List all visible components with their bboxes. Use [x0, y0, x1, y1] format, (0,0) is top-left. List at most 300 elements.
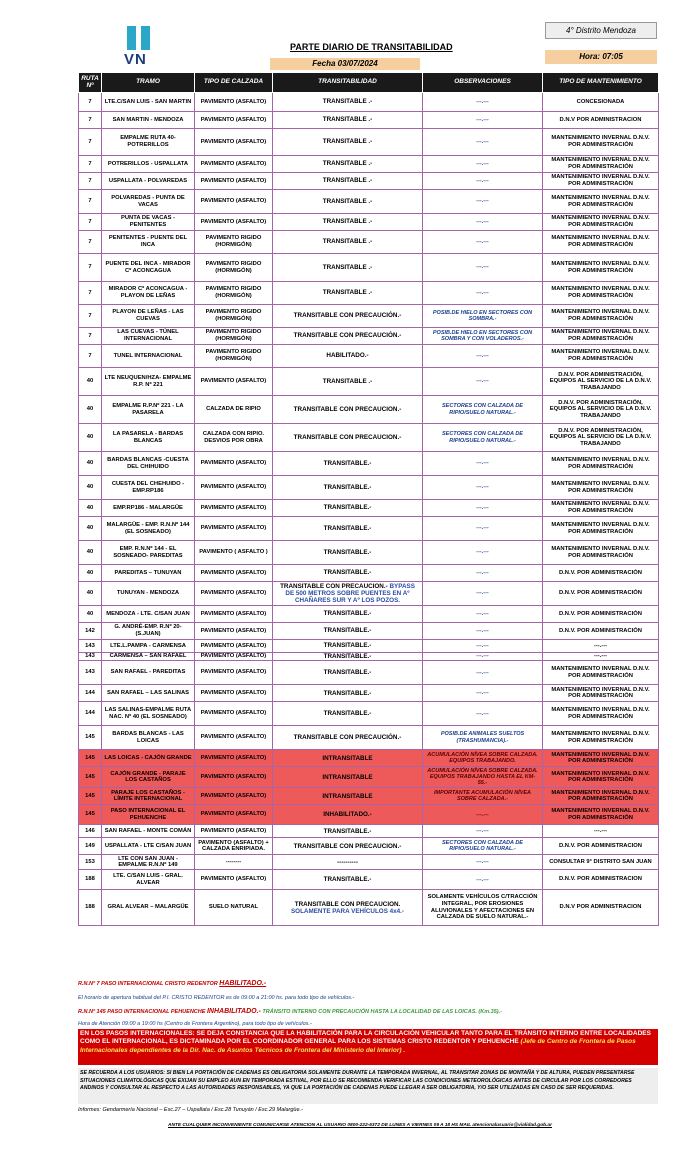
maintenance-cell [543, 788, 659, 805]
maintenance-cell [543, 231, 659, 254]
surface-cell-text: PAVIMENTO (ASFALTO) [200, 689, 267, 696]
maintenance-cell [543, 517, 659, 541]
surface-cell-text: PAVIMENTO (ASFALTO) [200, 177, 267, 184]
maintenance-cell-text: MANTENIMIENTO INVERNAL D.N.V. POR ADMINISTRACIÓN [551, 349, 650, 362]
route-cell [79, 156, 102, 173]
maintenance-cell-text: D.N.V. POR ADMINISTRACIÓN [559, 569, 642, 576]
maintenance-cell-text: MANTENIMIENTO INVERNAL D.N.V. POR ADMINISTRACIÓN [551, 666, 650, 679]
observation-cell-text: ---.--- [476, 238, 489, 245]
surface-cell-text: PAVIMENTO (ASFALTO) [200, 669, 267, 676]
maintenance-cell [543, 452, 659, 476]
transitability-table [78, 72, 659, 926]
route-cell [79, 788, 102, 805]
maintenance-cell-text: MANTENIMIENTO INVERNAL D.N.V. POR ADMINISTRACIÓN [551, 808, 650, 821]
section-cell [102, 345, 195, 368]
section-cell-text: LTE CON SAN JUAN - EMPALME R.N.Nº 149 [118, 855, 178, 869]
surface-cell [195, 750, 273, 767]
surface-cell-text: CALZADA CON RIPIO. DESVIOS POR OBRA [202, 430, 265, 444]
maintenance-cell [543, 156, 659, 173]
section-cell-text: BARDAS BLANCAS - LAS LOICAS [112, 731, 184, 744]
status-cell [273, 640, 423, 653]
observation-cell [423, 685, 543, 702]
surface-cell-text: PAVIMENTO (ASFALTO) [200, 734, 267, 741]
observation-cell [423, 156, 543, 173]
maintenance-cell-text: D.N.V. POR ADMINISTRACIÓN, EQUIPOS AL SERVICIO DE LA D.N.V. TRABAJANDO [549, 399, 652, 419]
observation-cell [423, 112, 543, 129]
observation-cell [423, 565, 543, 582]
route-cell [79, 870, 102, 890]
status-cell-text: TRANSITABLE CON PRECAUCION.- [280, 582, 388, 590]
route-cell-text: 7 [88, 332, 92, 339]
route-cell-text: 142 [85, 627, 95, 634]
surface-cell [195, 855, 273, 870]
route-cell-text: 40 [86, 460, 94, 467]
observation-cell-text: ---.--- [476, 690, 489, 697]
section-cell [102, 328, 195, 345]
table-row [79, 750, 659, 767]
section-cell [102, 890, 195, 926]
logo-text: VN [124, 51, 147, 68]
surface-cell-text: PAVIMENTO (ASFALTO) [200, 642, 267, 649]
surface-cell-text: PAVIMENTO (ASFALTO) [200, 590, 267, 597]
section-cell-text: G. ANDRÉ-EMP. R.Nº 20- (S.JUAN) [114, 624, 182, 637]
status-cell [273, 726, 423, 750]
surface-cell-text: PAVIMENTO (ASFALTO) [200, 653, 267, 660]
section-cell [102, 870, 195, 890]
section-cell [102, 500, 195, 517]
maintenance-cell-text: MANTENIMIENTO INVERNAL D.N.V. POR ADMINISTRACIÓN [551, 260, 650, 274]
status-cell [273, 190, 423, 214]
status-cell [273, 661, 423, 685]
route-cell [79, 541, 102, 565]
status-cell [273, 750, 423, 767]
section-cell-text: SAN MARTIN - MENDOZA [112, 116, 184, 123]
section-cell-text: LAS LOICAS - CAJÓN GRANDE [104, 754, 192, 761]
table-row [79, 282, 659, 305]
observation-cell-text: ---.--- [476, 876, 489, 883]
route-cell [79, 476, 102, 500]
observation-cell-text: ACUMULACIÓN NÍVEA SOBRE CALZADA. EQUIPOS TRABAJANDO. [427, 751, 538, 765]
status-cell-text: TRANSITABLE .- [322, 138, 373, 146]
section-cell [102, 231, 195, 254]
maintenance-cell [543, 282, 659, 305]
route-cell-text: 7 [88, 264, 92, 271]
maintenance-cell [543, 726, 659, 750]
route-cell-text: 144 [85, 689, 95, 696]
section-cell-text: MIRADOR Cº ACONCAGUA - PLAYON DE LEÑAS [108, 286, 188, 299]
section-cell-text: EMP. R.N.Nº 144 - EL SOSNEADO- PAREDITAS [113, 545, 183, 559]
maintenance-cell-text: ---.--- [593, 827, 608, 834]
surface-cell [195, 282, 273, 305]
pehuenche-label: R.N.Nº 145 PASO INTERNACIONAL PEHUENCHE [78, 1009, 206, 1015]
maintenance-cell-text: ---.--- [593, 653, 608, 660]
surface-cell-text: PAVIMENTO (ASFALTO) [200, 811, 267, 818]
surface-cell-text: PAVIMENTO (ASFALTO) [200, 827, 267, 834]
table-row [79, 254, 659, 282]
section-cell-text: SAN RAFAEL - MONTE COMÁN [104, 827, 192, 834]
observation-cell [423, 345, 543, 368]
observation-cell [423, 750, 543, 767]
route-cell [79, 582, 102, 606]
status-cell-text: TRANSITABLE.- [323, 689, 372, 697]
section-cell [102, 282, 195, 305]
section-cell [102, 476, 195, 500]
table-row [79, 890, 659, 926]
route-cell [79, 767, 102, 788]
section-cell [102, 788, 195, 805]
section-cell-text: BARDAS BLANCAS -CUESTA DEL CHIHUIDO [107, 456, 189, 470]
table-row [79, 345, 659, 368]
route-cell-text: 153 [85, 858, 95, 865]
section-cell-text: PARAJE LOS CASTAÑOS - LÍMITE INTERNACIONAL [111, 789, 185, 803]
status-cell [273, 565, 423, 582]
status-cell [273, 685, 423, 702]
maintenance-cell [543, 396, 659, 424]
surface-cell [195, 93, 273, 112]
observation-cell [423, 805, 543, 825]
section-cell-text: POTRERILLOS - USPALLATA [107, 160, 189, 167]
maintenance-cell [543, 424, 659, 452]
maintenance-cell-text: MANTENIMIENTO INVERNAL D.N.V. POR ADMINISTRACIÓN [551, 309, 650, 322]
route-cell-text: 40 [86, 504, 94, 511]
route-cell-text: 7 [88, 116, 92, 123]
route-cell [79, 661, 102, 685]
surface-cell [195, 214, 273, 231]
route-cell-text: 143 [85, 642, 95, 649]
section-cell [102, 93, 195, 112]
table-row [79, 93, 659, 112]
surface-cell-text: PAVIMENTO (ASFALTO) + CALZADA ENRIPIADA. [198, 839, 269, 853]
route-cell [79, 452, 102, 476]
surface-cell-text: PAVIMENTO (ASFALTO) [200, 460, 267, 467]
observation-cell [423, 623, 543, 640]
surface-cell [195, 129, 273, 156]
status-cell [273, 855, 423, 870]
status-cell-text: INTRANSITABLE [322, 754, 373, 762]
observation-cell-text: ---.--- [476, 627, 489, 634]
table-row [79, 825, 659, 838]
status-cell [273, 623, 423, 640]
route-cell [79, 328, 102, 345]
surface-cell-text: CALZADA DE RIPIO [206, 406, 261, 413]
maintenance-cell-text: MANTENIMIENTO INVERNAL D.N.V. POR ADMINISTRACIÓN [551, 215, 650, 228]
status-cell-text: TRANSITABLE.- [323, 483, 372, 491]
route-cell [79, 190, 102, 214]
status-cell-text: TRANSITABLE.- [323, 669, 372, 677]
table-row [79, 396, 659, 424]
observation-cell [423, 214, 543, 231]
maintenance-cell-text: MANTENIMIENTO INVERNAL D.N.V. POR ADMINISTRACIÓN [551, 731, 650, 744]
section-cell-text: USPALLATA - LTE C/SAN JUAN [104, 842, 192, 849]
status-cell [273, 653, 423, 661]
surface-cell-text: PAVIMENTO (ASFALTO) [200, 754, 267, 761]
status-cell [273, 541, 423, 565]
observation-cell-text: ---.--- [476, 138, 489, 145]
section-cell [102, 661, 195, 685]
table-row [79, 855, 659, 870]
status-cell-text: INTRANSITABLE [322, 773, 373, 781]
section-cell [102, 726, 195, 750]
surface-cell-text: PAVIMENTO (ASFALTO) [200, 484, 267, 491]
status-cell-text: TRANSITABLE .- [322, 98, 373, 106]
table-row [79, 305, 659, 328]
observation-cell [423, 190, 543, 214]
section-cell-text: LTE.L.PAMPA - CARMENSA [110, 642, 186, 649]
status-extra-text: SOLAMENTE PARA VEHÍCULOS 4x4.- [290, 907, 404, 915]
section-cell [102, 156, 195, 173]
time-label: Hora: 07:05 [545, 50, 657, 64]
cristo-status: HABILITADO.- [219, 980, 267, 987]
surface-cell [195, 500, 273, 517]
route-cell [79, 305, 102, 328]
status-cell [273, 890, 423, 926]
route-cell-text: 7 [88, 289, 92, 296]
status-cell [273, 825, 423, 838]
route-cell-text: 40 [86, 525, 94, 532]
route-cell [79, 890, 102, 926]
page-title: PARTE DIARIO DE TRANSITABILIDAD [290, 42, 453, 52]
maintenance-cell [543, 653, 659, 661]
table-row [79, 726, 659, 750]
observation-cell [423, 870, 543, 890]
observation-cell [423, 582, 543, 606]
status-cell-text: TRANSITABLE .- [322, 160, 373, 168]
section-cell-text: LA PASARELA - BARDAS BLANCAS [112, 430, 184, 444]
section-cell-text: EMPALME R.P.Nº 221 - LA PASARELA [112, 402, 184, 416]
route-cell [79, 345, 102, 368]
observation-cell-text: ---.--- [476, 264, 489, 271]
section-cell [102, 606, 195, 623]
surface-cell-text: PAVIMENTO (ASFALTO) [200, 378, 267, 385]
surface-cell-text: PAVIMENTO (ASFALTO) [200, 710, 267, 717]
section-cell-text: LAS CUEVAS - TÚNEL INTERNACIONAL [117, 329, 179, 342]
observation-cell [423, 702, 543, 726]
route-cell [79, 173, 102, 190]
maintenance-cell [543, 623, 659, 640]
observation-cell [423, 838, 543, 855]
status-cell-text: TRANSITABLE.- [323, 642, 372, 650]
observation-cell [423, 500, 543, 517]
observation-cell-text: ---.--- [476, 811, 489, 818]
status-cell [273, 606, 423, 623]
observation-cell [423, 606, 543, 623]
col-header-mantenimiento: TIPO DE MANTENIMIENTO [543, 73, 659, 93]
informes-line: Informes: Gendarmería Nacional – Esc.27 – Uspallata / Esc.28 Tunuyán / Esc.29 Malargüe.- [78, 1107, 303, 1113]
section-cell [102, 129, 195, 156]
observation-cell-text: ---.--- [476, 525, 489, 532]
status-cell-text: TRANSITABLE .- [322, 238, 373, 246]
table-row [79, 870, 659, 890]
maintenance-cell [543, 582, 659, 606]
status-extra-text: BYPASS DE 500 METROS SOBRE PUENTES EN Aº CHAÑARES SUR Y Aº LOS POZOS. [285, 582, 415, 605]
section-cell-text: SAN RAFAEL - PAREDITAS [110, 669, 186, 676]
section-cell [102, 825, 195, 838]
route-cell-text: 143 [85, 669, 95, 676]
section-cell [102, 702, 195, 726]
table-row [79, 838, 659, 855]
route-cell [79, 500, 102, 517]
surface-cell [195, 890, 273, 926]
pehuenche-note [78, 1008, 502, 1015]
surface-cell-text: PAVIMENTO (ASFALTO) [200, 138, 267, 145]
table-row [79, 214, 659, 231]
status-cell [273, 214, 423, 231]
surface-cell [195, 685, 273, 702]
section-cell [102, 565, 195, 582]
maintenance-cell-text: MANTENIMIENTO INVERNAL D.N.V. POR ADMINISTRACIÓN [551, 707, 650, 720]
observation-cell-text: ---.--- [476, 590, 489, 597]
observation-cell [423, 396, 543, 424]
observation-cell-text: ---.--- [476, 859, 489, 866]
section-cell [102, 254, 195, 282]
observation-cell [423, 254, 543, 282]
maintenance-cell [543, 606, 659, 623]
status-cell-text: TRANSITABLE.- [323, 548, 372, 556]
route-cell [79, 750, 102, 767]
table-row [79, 500, 659, 517]
route-cell-text: 40 [86, 569, 94, 576]
maintenance-cell [543, 855, 659, 870]
route-cell-text: 7 [88, 312, 92, 319]
route-cell [79, 424, 102, 452]
table-row [79, 452, 659, 476]
status-cell [273, 305, 423, 328]
vialidad-logo [124, 26, 154, 70]
observation-cell-text: ---.--- [476, 549, 489, 556]
maintenance-cell [543, 565, 659, 582]
status-cell [273, 476, 423, 500]
status-cell [273, 93, 423, 112]
section-cell [102, 640, 195, 653]
maintenance-cell [543, 702, 659, 726]
status-cell-text: TRANSITABLE.- [323, 653, 372, 660]
section-cell-text: SAN RAFAEL – LAS SALINAS [106, 689, 190, 696]
surface-cell [195, 396, 273, 424]
observation-cell [423, 282, 543, 305]
status-cell [273, 702, 423, 726]
maintenance-cell-text: MANTENIMIENTO INVERNAL D.N.V. POR ADMINISTRACIÓN [551, 521, 650, 535]
route-cell [79, 129, 102, 156]
date-label: Fecha 03/07/2024 [270, 58, 420, 70]
table-header-row [79, 73, 659, 93]
maintenance-cell-text: MANTENIMIENTO INVERNAL D.N.V. POR ADMINISTRACIÓN [551, 194, 650, 208]
surface-cell [195, 726, 273, 750]
surface-cell-text: PAVIMENTO RIGIDO (HORMIGÓN) [205, 329, 262, 342]
surface-cell-text: PAVIMENTO (ASFALTO) [200, 569, 267, 576]
section-cell-text: PASO INTERNACIONAL EL PEHUENCHE [110, 808, 186, 821]
route-cell-text: 145 [85, 754, 95, 761]
route-cell [79, 112, 102, 129]
maintenance-cell [543, 305, 659, 328]
surface-cell-text: PAVIMENTO RIGIDO (HORMIGÓN) [205, 286, 262, 299]
maintenance-cell-text: D.N.V. POR ADMINISTRACIÓN [559, 627, 642, 634]
table-row [79, 112, 659, 129]
maintenance-cell-text: MANTENIMIENTO INVERNAL D.N.V. POR ADMINISTRACIÓN [551, 135, 650, 148]
maintenance-cell-text: MANTENIMIENTO INVERNAL D.N.V. POR ADMINISTRACIÓN [551, 770, 650, 784]
status-cell [273, 788, 423, 805]
route-cell-text: 145 [85, 792, 95, 799]
pehuenche-hours: Hora de Atención 09:00 a 19:00 hs (Centro de Frontera Argentino), para todo tipo de vehículos.- [78, 1021, 312, 1027]
pehuenche-status: INHABILITADO.- [206, 1008, 261, 1015]
section-cell [102, 396, 195, 424]
section-cell [102, 838, 195, 855]
district-label: 4° Distrito Mendoza [545, 22, 657, 39]
observation-cell-text: ACUMULACIÓN NÍVEA SOBRE CALZADA. EQUIPOS TRABAJANDO HASTA EL KM- 55.- [427, 767, 538, 787]
section-cell [102, 855, 195, 870]
status-cell [273, 328, 423, 345]
status-cell-text: TRANSITABLE CON PRECAUCION.- [293, 842, 402, 850]
table-row [79, 156, 659, 173]
table-row [79, 653, 659, 661]
section-cell [102, 368, 195, 396]
observation-cell [423, 424, 543, 452]
observation-cell-text: ---.--- [476, 177, 489, 184]
observation-cell-text: SOLAMENTE VEHÍCULOS C/TRACCIÓN INTEGRAL, POR EROSIONES ALUVIONALES Y AFECTACIONES EN CALZADA DE SUELO NATURAL.- [427, 894, 538, 921]
surface-cell [195, 305, 273, 328]
status-cell-text: TRANSITABLE .- [322, 197, 373, 205]
observation-cell-text: ---.--- [476, 352, 489, 359]
col-header-observaciones: OBSERVACIONES [423, 73, 543, 93]
maintenance-cell-text: CONSULTAR 9° DISTRITO SAN JUAN [549, 858, 652, 865]
observation-cell [423, 661, 543, 685]
cristo-redentor-note [78, 980, 266, 987]
maintenance-cell [543, 214, 659, 231]
surface-cell [195, 368, 273, 396]
observation-cell-text: ---.--- [476, 218, 489, 225]
section-cell [102, 750, 195, 767]
surface-cell-text: PAVIMENTO (ASFALTO) [200, 218, 267, 225]
route-cell [79, 685, 102, 702]
surface-cell [195, 640, 273, 653]
observation-cell [423, 890, 543, 926]
surface-cell-text: PAVIMENTO (ASFALTO) [200, 773, 267, 780]
surface-cell [195, 328, 273, 345]
status-cell-text: TRANSITABLE.- [323, 504, 372, 512]
section-cell-text: TUNUYAN - MENDOZA [116, 590, 180, 597]
section-cell [102, 424, 195, 452]
observation-cell-text: ---.--- [476, 160, 489, 167]
maintenance-cell [543, 661, 659, 685]
route-cell-text: 143 [85, 653, 95, 660]
table-row [79, 623, 659, 640]
section-cell [102, 582, 195, 606]
route-cell-text: 40 [86, 549, 94, 556]
status-cell [273, 254, 423, 282]
maintenance-cell-text: MANTENIMIENTO INVERNAL D.N.V. POR ADMINISTRACIÓN [551, 235, 650, 248]
observation-cell [423, 328, 543, 345]
route-cell-text: 40 [86, 378, 94, 385]
table-row [79, 606, 659, 623]
observation-cell-text: ---.--- [476, 669, 489, 676]
observation-cell [423, 231, 543, 254]
maintenance-cell-text: MANTENIMIENTO INVERNAL D.N.V. POR ADMINISTRACIÓN [551, 329, 650, 342]
surface-cell [195, 541, 273, 565]
col-header-tramo: TRAMO [102, 73, 195, 93]
surface-cell-text: PAVIMENTO (ASFALTO) [200, 627, 267, 634]
table-row [79, 661, 659, 685]
status-cell [273, 368, 423, 396]
status-cell-text: TRANSITABLE.- [323, 710, 372, 718]
route-cell-text: 40 [86, 434, 94, 441]
surface-cell [195, 424, 273, 452]
table-row [79, 328, 659, 345]
surface-cell [195, 788, 273, 805]
section-cell-text: LAS SALINAS-EMPALME RUTA NAC. Nº 40 (EL SOSNEADO) [104, 707, 192, 720]
section-cell-text: GRAL ALVEAR – MALARGÜE [107, 904, 189, 911]
maintenance-cell-text: MANTENIMIENTO INVERNAL D.N.V. POR ADMINISTRACIÓN [551, 501, 650, 514]
status-cell-text: INTRANSITABLE [322, 792, 373, 800]
section-cell-text: EMPALME RUTA 40- POTRERILLOS [120, 135, 176, 148]
